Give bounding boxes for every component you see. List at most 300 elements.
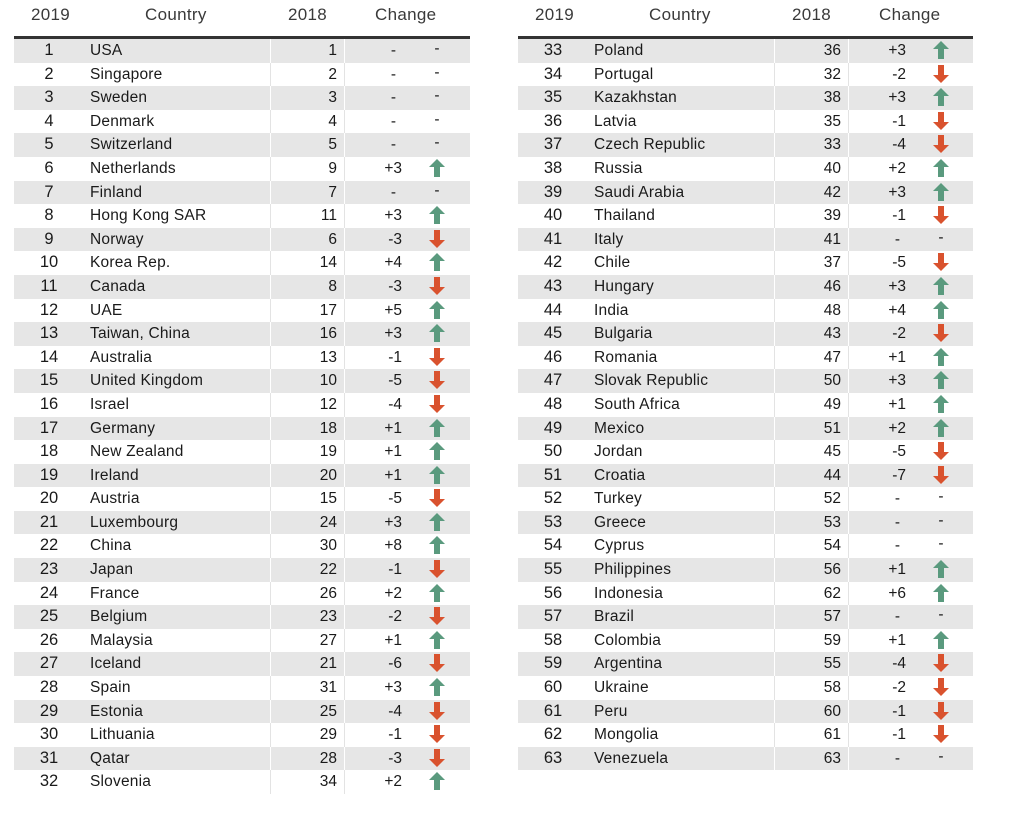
ranking-table-right — [518, 0, 973, 770]
rank-change: +1 — [384, 466, 402, 484]
country-name: Sweden — [90, 89, 148, 107]
rank-2019: 35 — [543, 88, 563, 107]
table-row — [14, 440, 470, 464]
rank-change: -1 — [388, 561, 402, 579]
rank-change: -6 — [388, 655, 402, 673]
no-change-dash: - — [434, 40, 440, 57]
rank-2019: 3 — [44, 88, 54, 107]
rank-2019: 57 — [543, 607, 563, 626]
rank-2019: 5 — [44, 135, 54, 154]
rank-2018: 37 — [823, 254, 841, 272]
table-row — [14, 39, 470, 63]
rank-2018: 38 — [823, 89, 841, 107]
rank-change: +1 — [888, 561, 906, 579]
country-name: Lithuania — [90, 726, 155, 744]
rank-change: -3 — [388, 749, 402, 767]
country-name: Canada — [90, 277, 146, 295]
no-change-dash: - — [938, 488, 944, 506]
rank-change: -2 — [892, 679, 906, 697]
table-header — [14, 0, 470, 39]
rank-change: +3 — [384, 679, 402, 697]
arrow-up-icon — [427, 418, 447, 438]
header-2018: 2018 — [288, 5, 328, 24]
rank-2018: 7 — [328, 183, 337, 201]
rank-change: +3 — [888, 277, 906, 295]
country-name: Portugal — [594, 65, 654, 83]
rank-2019: 27 — [39, 654, 59, 673]
arrow-up-icon — [427, 300, 447, 320]
table-row — [14, 251, 470, 275]
country-name: Bulgaria — [594, 325, 653, 343]
arrow-up-icon — [931, 630, 951, 650]
rank-2018: 58 — [823, 679, 841, 697]
arrow-up-icon — [931, 394, 951, 414]
table-row — [518, 369, 973, 393]
table-row — [518, 346, 973, 370]
arrow-up-icon — [427, 323, 447, 343]
rank-2019: 37 — [543, 135, 563, 154]
table-row — [518, 440, 973, 464]
arrow-up-icon — [427, 252, 447, 272]
rank-2018: 62 — [823, 584, 841, 602]
country-name: USA — [90, 42, 123, 59]
table-row — [14, 63, 470, 87]
rank-2018: 28 — [319, 749, 337, 767]
country-name: Mexico — [594, 419, 645, 437]
rank-2018: 41 — [823, 230, 841, 248]
rank-change: -5 — [892, 254, 906, 272]
rank-2018: 59 — [823, 631, 841, 649]
table-row — [518, 181, 973, 205]
rank-2018: 44 — [823, 466, 841, 484]
country-name: Czech Republic — [594, 136, 706, 154]
rank-2018: 60 — [823, 702, 841, 720]
table-row — [518, 275, 973, 299]
arrow-up-icon — [427, 535, 447, 555]
table-row — [518, 511, 973, 535]
country-name: Australia — [90, 348, 153, 366]
arrow-up-icon — [931, 370, 951, 390]
arrow-down-icon — [427, 701, 447, 721]
country-name: Venezuela — [594, 749, 669, 767]
rank-change: -1 — [388, 348, 402, 366]
rank-2019: 12 — [39, 300, 59, 319]
table-row — [518, 393, 973, 417]
country-name: Qatar — [90, 749, 130, 767]
rank-2019: 42 — [543, 253, 563, 272]
rank-2019: 36 — [543, 111, 563, 130]
arrow-down-icon — [931, 64, 951, 84]
rank-2019: 56 — [543, 583, 563, 602]
country-name: Malaysia — [90, 631, 153, 649]
table-row — [14, 346, 470, 370]
rank-2019: 2 — [44, 64, 54, 83]
rank-2019: 11 — [40, 276, 58, 295]
rank-2018: 5 — [328, 136, 337, 154]
rank-2019: 19 — [39, 465, 59, 484]
arrow-down-icon — [427, 370, 447, 390]
rank-2018: 47 — [823, 348, 841, 366]
table-row — [518, 605, 973, 629]
rank-2018: 54 — [823, 537, 841, 555]
arrow-down-icon — [931, 465, 951, 485]
header-2018: 2018 — [792, 5, 832, 24]
rank-change: +6 — [888, 584, 906, 602]
rank-change: +1 — [384, 419, 402, 437]
rank-2019: 31 — [39, 748, 59, 767]
country-name: Kazakhstan — [594, 89, 677, 107]
rank-change: +1 — [888, 395, 906, 413]
arrow-down-icon — [427, 724, 447, 744]
no-change-dash: - — [434, 110, 440, 128]
rank-2018: 50 — [823, 372, 841, 390]
table-row — [14, 369, 470, 393]
country-name: France — [90, 584, 140, 602]
arrow-down-icon — [427, 276, 447, 296]
rank-2018: 48 — [823, 301, 841, 319]
rank-change: -5 — [388, 372, 402, 390]
rank-2018: 39 — [823, 207, 841, 225]
rank-2018: 55 — [823, 655, 841, 673]
table-row — [14, 299, 470, 323]
table-row — [14, 110, 470, 134]
rank-2018: 36 — [823, 42, 841, 59]
arrow-down-icon — [427, 229, 447, 249]
country-name: UAE — [90, 301, 123, 319]
table-header — [518, 0, 973, 39]
country-name: Mongolia — [594, 726, 659, 744]
rank-2019: 24 — [39, 583, 59, 602]
rank-change: -1 — [892, 726, 906, 744]
country-name: Estonia — [90, 702, 144, 720]
table-row — [518, 299, 973, 323]
country-name: Turkey — [594, 490, 642, 508]
rank-2019: 38 — [543, 158, 563, 177]
rank-change: - — [390, 112, 396, 130]
rank-2019: 21 — [39, 512, 59, 531]
arrow-down-icon — [427, 347, 447, 367]
rank-2019: 41 — [543, 229, 563, 248]
rank-2018: 13 — [319, 348, 337, 366]
table-row — [14, 723, 470, 747]
rank-change: -4 — [388, 702, 402, 720]
rank-2019: 7 — [44, 182, 54, 201]
rank-2018: 29 — [319, 726, 337, 744]
arrow-up-icon — [427, 465, 447, 485]
rank-2019: 61 — [543, 701, 563, 720]
country-name: Japan — [90, 561, 134, 579]
arrow-down-icon — [931, 441, 951, 461]
rank-2019: 1 — [44, 41, 54, 59]
rank-2019: 23 — [39, 560, 59, 579]
rank-2018: 24 — [319, 513, 337, 531]
country-name: Slovak Republic — [594, 372, 709, 390]
rank-change: - — [390, 183, 396, 201]
rank-2018: 3 — [328, 89, 337, 107]
table-row — [14, 534, 470, 558]
table-row — [14, 464, 470, 488]
table-row — [14, 700, 470, 724]
arrow-down-icon — [427, 394, 447, 414]
rank-change: +3 — [384, 207, 402, 225]
country-name: Hungary — [594, 277, 654, 295]
table-row — [14, 676, 470, 700]
rank-2019: 33 — [543, 41, 563, 59]
table-row — [518, 204, 973, 228]
arrow-down-icon — [427, 653, 447, 673]
rank-2019: 13 — [39, 324, 59, 343]
rank-change: +8 — [384, 537, 402, 555]
rank-2019: 14 — [39, 347, 59, 366]
table-row — [14, 204, 470, 228]
table-row — [14, 582, 470, 606]
rank-2018: 56 — [823, 561, 841, 579]
country-name: South Africa — [594, 395, 680, 413]
rank-2018: 1 — [328, 42, 337, 59]
header-country: Country — [145, 5, 207, 24]
table-row — [14, 181, 470, 205]
country-name: Ireland — [90, 466, 139, 484]
table-row — [518, 487, 973, 511]
country-name: Slovenia — [90, 773, 152, 791]
rank-2018: 51 — [823, 419, 841, 437]
rank-change: -2 — [892, 325, 906, 343]
table-row — [14, 511, 470, 535]
country-name: Colombia — [594, 631, 662, 649]
rank-2018: 19 — [319, 443, 337, 461]
table-row — [518, 723, 973, 747]
arrow-up-icon — [427, 630, 447, 650]
rank-2018: 52 — [823, 490, 841, 508]
table-row — [518, 558, 973, 582]
rank-change: -1 — [892, 702, 906, 720]
rank-2018: 42 — [823, 183, 841, 201]
country-name: Romania — [594, 348, 658, 366]
arrow-down-icon — [931, 701, 951, 721]
arrow-down-icon — [931, 724, 951, 744]
rank-change: +3 — [384, 325, 402, 343]
country-name: Hong Kong SAR — [90, 207, 207, 225]
rank-2018: 16 — [319, 325, 337, 343]
rank-change: - — [894, 230, 900, 248]
arrow-down-icon — [931, 252, 951, 272]
rank-2019: 29 — [39, 701, 59, 720]
table-row — [14, 86, 470, 110]
rank-2019: 39 — [543, 182, 563, 201]
no-change-dash: - — [434, 87, 440, 105]
country-name: Denmark — [90, 112, 155, 130]
country-name: Netherlands — [90, 159, 176, 177]
rank-change: -4 — [892, 655, 906, 673]
rank-2019: 25 — [39, 607, 59, 626]
table-row — [518, 157, 973, 181]
country-name: Spain — [90, 679, 131, 697]
country-name: Jordan — [594, 443, 643, 461]
rank-change: -1 — [892, 112, 906, 130]
rank-2019: 26 — [39, 630, 59, 649]
rank-2019: 18 — [39, 442, 59, 461]
rank-2018: 31 — [319, 679, 337, 697]
arrow-down-icon — [427, 488, 447, 508]
table-row — [14, 275, 470, 299]
country-name: Cyprus — [594, 537, 645, 555]
rank-change: +3 — [384, 513, 402, 531]
rank-change: - — [894, 513, 900, 531]
country-name: Greece — [594, 513, 647, 531]
table-row — [14, 228, 470, 252]
rank-2018: 27 — [319, 631, 337, 649]
header-2019: 2019 — [31, 5, 71, 24]
table-row — [518, 652, 973, 676]
arrow-up-icon — [931, 276, 951, 296]
arrow-up-icon — [427, 158, 447, 178]
country-name: Norway — [90, 230, 144, 248]
rank-2018: 33 — [823, 136, 841, 154]
arrow-up-icon — [427, 512, 447, 532]
country-name: Brazil — [594, 608, 634, 626]
rank-change: +3 — [888, 89, 906, 107]
country-name: New Zealand — [90, 443, 184, 461]
country-name: Switzerland — [90, 136, 173, 154]
country-name: Argentina — [594, 655, 663, 673]
rank-change: - — [894, 490, 900, 508]
table-row — [14, 770, 470, 794]
arrow-up-icon — [931, 347, 951, 367]
country-name: Iceland — [90, 655, 142, 673]
rank-2019: 9 — [44, 229, 54, 248]
rank-change: +5 — [384, 301, 402, 319]
rank-2018: 15 — [319, 490, 337, 508]
country-name: Luxembourg — [90, 513, 179, 531]
rank-2018: 40 — [823, 159, 841, 177]
rank-change: -3 — [388, 277, 402, 295]
rank-2018: 32 — [823, 65, 841, 83]
table-row — [518, 133, 973, 157]
country-name: Croatia — [594, 466, 646, 484]
arrow-up-icon — [931, 182, 951, 202]
rank-2018: 63 — [823, 749, 841, 767]
rank-change: +2 — [384, 773, 402, 791]
header-change: Change — [375, 5, 437, 24]
rank-2018: 12 — [319, 395, 337, 413]
arrow-up-icon — [427, 771, 447, 791]
country-name: Latvia — [594, 112, 637, 130]
country-name: India — [594, 301, 629, 319]
rank-2019: 28 — [39, 678, 59, 697]
table-row — [518, 86, 973, 110]
rank-2018: 26 — [319, 584, 337, 602]
rank-2019: 8 — [44, 206, 54, 225]
header-2019: 2019 — [535, 5, 575, 24]
header-country: Country — [649, 5, 711, 24]
rank-2018: 4 — [328, 112, 337, 130]
rank-2019: 15 — [39, 371, 59, 390]
table-row — [14, 558, 470, 582]
rank-change: +2 — [888, 419, 906, 437]
rank-2019: 10 — [39, 253, 59, 272]
rank-2019: 44 — [543, 300, 563, 319]
table-row — [14, 133, 470, 157]
rank-change: -7 — [892, 466, 906, 484]
rank-2018: 45 — [823, 443, 841, 461]
arrow-up-icon — [427, 441, 447, 461]
country-name: Austria — [90, 490, 140, 508]
country-name: Peru — [594, 702, 628, 720]
country-name: Belgium — [90, 608, 148, 626]
rank-2019: 32 — [39, 772, 59, 791]
rank-change: -2 — [892, 65, 906, 83]
country-name: Korea Rep. — [90, 254, 171, 272]
rank-change: - — [894, 749, 900, 767]
country-name: Finland — [90, 183, 143, 201]
rank-2018: 25 — [319, 702, 337, 720]
rank-2019: 47 — [543, 371, 563, 390]
rank-2018: 10 — [319, 372, 337, 390]
arrow-down-icon — [931, 323, 951, 343]
rank-change: - — [390, 89, 396, 107]
rank-change: -2 — [388, 608, 402, 626]
country-name: Ukraine — [594, 679, 649, 697]
rank-2019: 46 — [543, 347, 563, 366]
table-row — [518, 700, 973, 724]
rank-change: +3 — [888, 183, 906, 201]
table-row — [518, 251, 973, 275]
rank-2019: 54 — [543, 536, 563, 555]
rank-2019: 40 — [543, 206, 563, 225]
arrow-down-icon — [931, 677, 951, 697]
arrow-up-icon — [931, 87, 951, 107]
table-body — [14, 39, 470, 794]
arrow-down-icon — [427, 606, 447, 626]
rank-change: +3 — [888, 42, 906, 59]
rank-2019: 63 — [543, 748, 563, 767]
arrow-up-icon — [427, 677, 447, 697]
table-row — [14, 605, 470, 629]
no-change-dash: - — [938, 535, 944, 553]
arrow-up-icon — [427, 583, 447, 603]
country-name: Thailand — [594, 207, 656, 225]
rank-change: +3 — [384, 159, 402, 177]
rank-change: -1 — [892, 207, 906, 225]
table-row — [518, 676, 973, 700]
no-change-dash: - — [938, 606, 944, 624]
arrow-down-icon — [931, 653, 951, 673]
rank-2019: 4 — [44, 111, 54, 130]
rank-change: -4 — [892, 136, 906, 154]
rank-2019: 55 — [543, 560, 563, 579]
table-row — [14, 747, 470, 771]
rank-2018: 22 — [319, 561, 337, 579]
arrow-down-icon — [427, 559, 447, 579]
table-row — [518, 629, 973, 653]
rank-2019: 45 — [543, 324, 563, 343]
rank-change: - — [894, 537, 900, 555]
rank-change: +1 — [384, 443, 402, 461]
rank-2018: 6 — [328, 230, 337, 248]
rank-2019: 17 — [39, 418, 59, 437]
rank-2019: 6 — [44, 158, 54, 177]
rank-2019: 51 — [543, 465, 563, 484]
rank-change: -1 — [388, 726, 402, 744]
table-row — [518, 582, 973, 606]
rank-2019: 62 — [543, 725, 563, 744]
arrow-up-icon — [931, 158, 951, 178]
rank-2018: 30 — [319, 537, 337, 555]
arrow-up-icon — [931, 583, 951, 603]
country-name: Poland — [594, 42, 644, 59]
rank-2018: 49 — [823, 395, 841, 413]
rank-2019: 30 — [39, 725, 59, 744]
